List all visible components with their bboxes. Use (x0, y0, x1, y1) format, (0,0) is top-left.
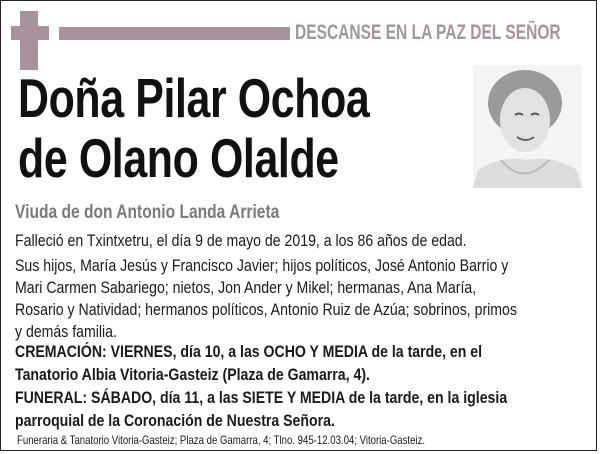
deceased-name-line1: Doña Pilar Ochoa (18, 67, 370, 129)
deceased-name-line2: de Olano Olalde (18, 127, 339, 189)
header-title: DESCANSE EN LA PAZ DEL SEÑOR (295, 21, 561, 44)
funeral-home-footer: Funeraria & Tanatorio Vitoria-Gasteiz; Plaza de Gamarra, 4; Tlno. 945-12.03.04; Vitoria-Gasteiz. (17, 433, 426, 447)
portrait-photo-icon (473, 65, 582, 188)
widow-of-subtitle: Viuda de don Antonio Landa Arrieta (15, 202, 280, 223)
family-line: Sus hijos, María Jesús y Francisco Javier; hijos políticos, José Antonio Barrio y (15, 256, 509, 275)
cremation-line: CREMACIÓN: VIERNES, día 10, a las OCHO Y MEDIA de la tarde, en el (15, 342, 483, 361)
family-line: Mari Carmen Sabariego; nietos, Jon Ander y Mikel; hermanas, Ana María, (15, 278, 477, 297)
funeral-line: parroquial de la Coronación de Nuestra Señora. (15, 411, 335, 430)
family-line: Rosario y Natividad; hermanos políticos, Antonio Ruiz de Azúa; sobrinos, primos (15, 300, 517, 319)
header-rule (59, 27, 290, 40)
cremation-line: Tanatorio Albia Vitoria-Gasteiz (Plaza de Gamarra, 4). (15, 365, 370, 384)
death-notice: Falleció en Txintxetru, el día 9 de mayo de 2019, a los 86 años de edad. (15, 231, 467, 250)
family-line: y demás familia. (15, 322, 117, 341)
funeral-line: FUNERAL: SÁBADO, día 11, a las SIETE Y MEDIA de la tarde, en la iglesia (15, 388, 508, 407)
